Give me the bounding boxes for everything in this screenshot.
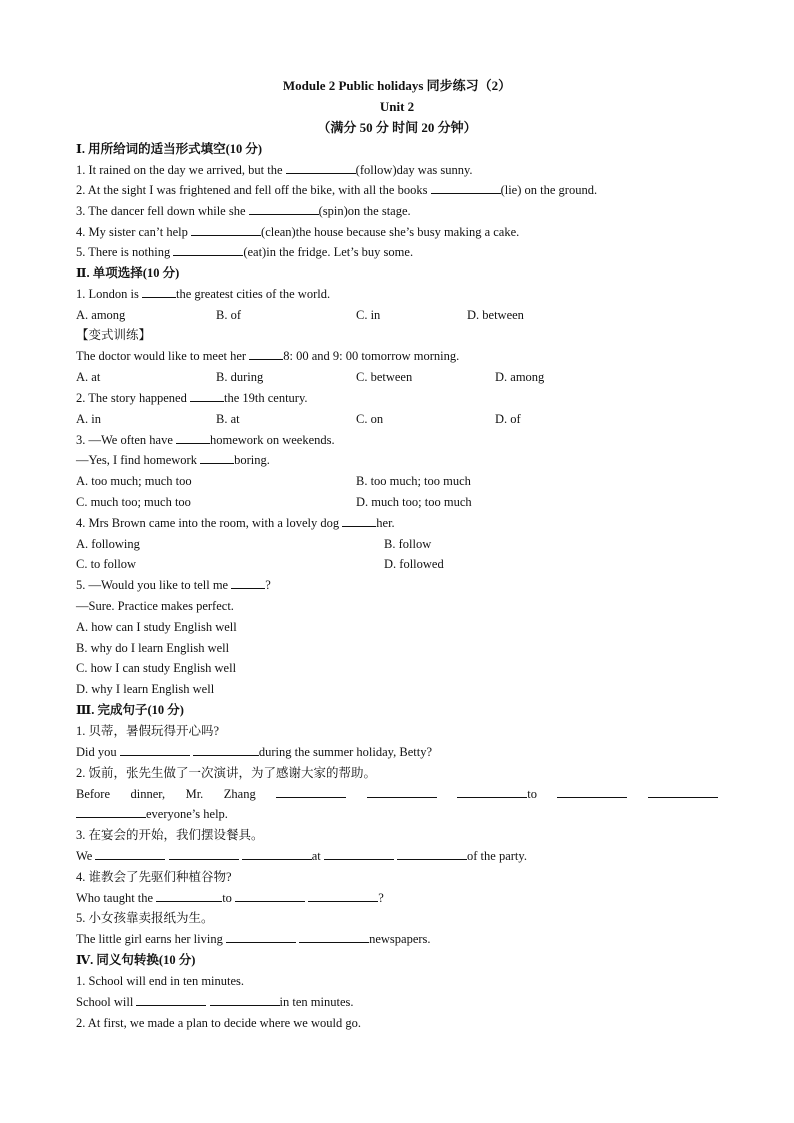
s3-q4-chinese: 4. 谁教会了先驱们种植谷物?	[76, 870, 232, 884]
section-1-heading: Ⅰ. 用所给词的适当形式填空(10 分)	[76, 142, 263, 156]
answer-blank[interactable]	[397, 848, 467, 860]
answer-blank[interactable]	[193, 744, 259, 756]
s3-q5-chinese: 5. 小女孩靠卖报纸为生。	[76, 911, 214, 925]
answer-blank[interactable]	[226, 931, 296, 943]
s3-q3-chinese: 3. 在宴会的开始，我们摆设餐具。	[76, 828, 264, 842]
s2-question-3: 3. —We often have homework on weekends.	[76, 433, 335, 447]
option-d[interactable]: D. between	[467, 308, 524, 322]
option-c[interactable]: C. between	[356, 370, 413, 384]
s2-question-5: 5. —Would you like to tell me ?	[76, 578, 271, 592]
section-2-heading: Ⅱ. 单项选择(10 分)	[76, 266, 180, 280]
answer-blank[interactable]	[648, 786, 718, 798]
answer-blank[interactable]	[142, 286, 176, 298]
answer-blank[interactable]	[176, 432, 210, 444]
s4-q1-rewrite: School will in ten minutes.	[76, 995, 354, 1009]
s3-q4-english: Who taught the to ?	[76, 891, 384, 905]
s2-question-3-reply: —Yes, I find homework boring.	[76, 453, 270, 467]
s3-q1-english: Did you during the summer holiday, Betty?	[76, 745, 432, 759]
answer-blank[interactable]	[200, 452, 234, 464]
s4-q1-original: 1. School will end in ten minutes.	[76, 974, 245, 988]
answer-blank[interactable]	[457, 786, 527, 798]
option-d[interactable]: D. followed	[384, 557, 444, 571]
answer-blank[interactable]	[210, 994, 280, 1006]
option-c[interactable]: C. on	[356, 412, 384, 426]
option-c[interactable]: C. much too; much too	[76, 495, 191, 509]
option-a[interactable]: A. at	[76, 370, 101, 384]
option-a[interactable]: A. following	[76, 537, 140, 551]
s4-q2-original: 2. At first, we made a plan to decide where we would go.	[76, 1016, 361, 1030]
s2-question-2: 2. The story happened the 19th century.	[76, 391, 308, 405]
option-d[interactable]: D. much too; too much	[356, 495, 472, 509]
s2-question-5-reply: —Sure. Practice makes perfect.	[76, 599, 234, 613]
answer-blank[interactable]	[276, 786, 346, 798]
option-a[interactable]: A. too much; much too	[76, 474, 192, 488]
answer-blank[interactable]	[557, 786, 627, 798]
answer-blank[interactable]	[242, 848, 312, 860]
answer-blank[interactable]	[235, 890, 305, 902]
s3-q2-chinese: 2. 饭前，张先生做了一次演讲，为了感谢大家的帮助。	[76, 766, 377, 780]
option-c[interactable]: C. to follow	[76, 557, 137, 571]
s3-q3-english: We at of the party.	[76, 849, 527, 863]
answer-blank[interactable]	[76, 806, 146, 818]
option-c[interactable]: C. in	[356, 308, 381, 322]
answer-blank[interactable]	[367, 786, 437, 798]
option-d[interactable]: D. of	[495, 412, 521, 426]
option-b[interactable]: B. too much; too much	[356, 474, 471, 488]
s1-question-3: 3. The dancer fell down while she (spin)on the stage.	[76, 204, 411, 218]
s3-q5-english: The little girl earns her living newspapers.	[76, 932, 431, 946]
option-b[interactable]: B. follow	[384, 537, 432, 551]
section-4-heading: Ⅳ. 同义句转换(10 分)	[76, 953, 196, 967]
score-time-note: （满分 50 分 时间 20 分钟）	[317, 120, 477, 135]
s1-question-5: 5. There is nothing (eat)in the fridge. Let’s buy some.	[76, 245, 414, 259]
answer-blank[interactable]	[324, 848, 394, 860]
option-b[interactable]: B. of	[216, 308, 241, 322]
option-b[interactable]: B. at	[216, 412, 240, 426]
answer-blank[interactable]	[299, 931, 369, 943]
answer-blank[interactable]	[190, 390, 224, 402]
answer-blank[interactable]	[231, 577, 265, 589]
section-3-heading: Ⅲ. 完成句子(10 分)	[76, 703, 184, 717]
option-d[interactable]: D. why I learn English well	[76, 682, 215, 696]
answer-blank[interactable]	[191, 224, 261, 236]
answer-blank[interactable]	[431, 182, 501, 194]
s2-variant-question: The doctor would like to meet her 8: 00 and 9: 00 tomorrow morning.	[76, 349, 460, 363]
answer-blank[interactable]	[173, 244, 243, 256]
answer-blank[interactable]	[169, 848, 239, 860]
s3-q1-chinese: 1. 贝蒂，暑假玩得开心吗?	[76, 724, 220, 738]
s2-question-1: 1. London is the greatest cities of the world.	[76, 287, 331, 301]
option-b[interactable]: B. why do I learn English well	[76, 641, 230, 655]
option-a[interactable]: A. in	[76, 412, 101, 426]
answer-blank[interactable]	[136, 994, 206, 1006]
s3-q2-english: Before dinner, Mr. Zhang to	[76, 786, 718, 802]
s3-q2-english-cont: everyone’s help.	[76, 806, 228, 822]
variant-training-label: 【变式训练】	[76, 328, 152, 342]
answer-blank[interactable]	[156, 890, 222, 902]
worksheet-title: Module 2 Public holidays 同步练习（2）	[282, 78, 512, 93]
option-c[interactable]: C. how I can study English well	[76, 661, 237, 675]
answer-blank[interactable]	[308, 890, 378, 902]
answer-blank[interactable]	[286, 162, 356, 174]
s1-question-2: 2. At the sight I was frightened and fell off the bike, with all the books (lie) on the ground.	[76, 183, 598, 197]
answer-blank[interactable]	[120, 744, 190, 756]
option-a[interactable]: A. how can I study English well	[76, 620, 237, 634]
worksheet-subtitle: Unit 2	[379, 99, 415, 114]
option-a[interactable]: A. among	[76, 308, 126, 322]
option-b[interactable]: B. during	[216, 370, 264, 384]
answer-blank[interactable]	[95, 848, 165, 860]
answer-blank[interactable]	[249, 203, 319, 215]
answer-blank[interactable]	[249, 348, 283, 360]
option-d[interactable]: D. among	[495, 370, 545, 384]
s2-question-4: 4. Mrs Brown came into the room, with a lovely dog her.	[76, 516, 395, 530]
answer-blank[interactable]	[342, 515, 376, 527]
s1-question-4: 4. My sister can’t help (clean)the house because she’s busy making a cake.	[76, 225, 520, 239]
s1-question-1: 1. It rained on the day we arrived, but the (follow)day was sunny.	[76, 163, 473, 177]
